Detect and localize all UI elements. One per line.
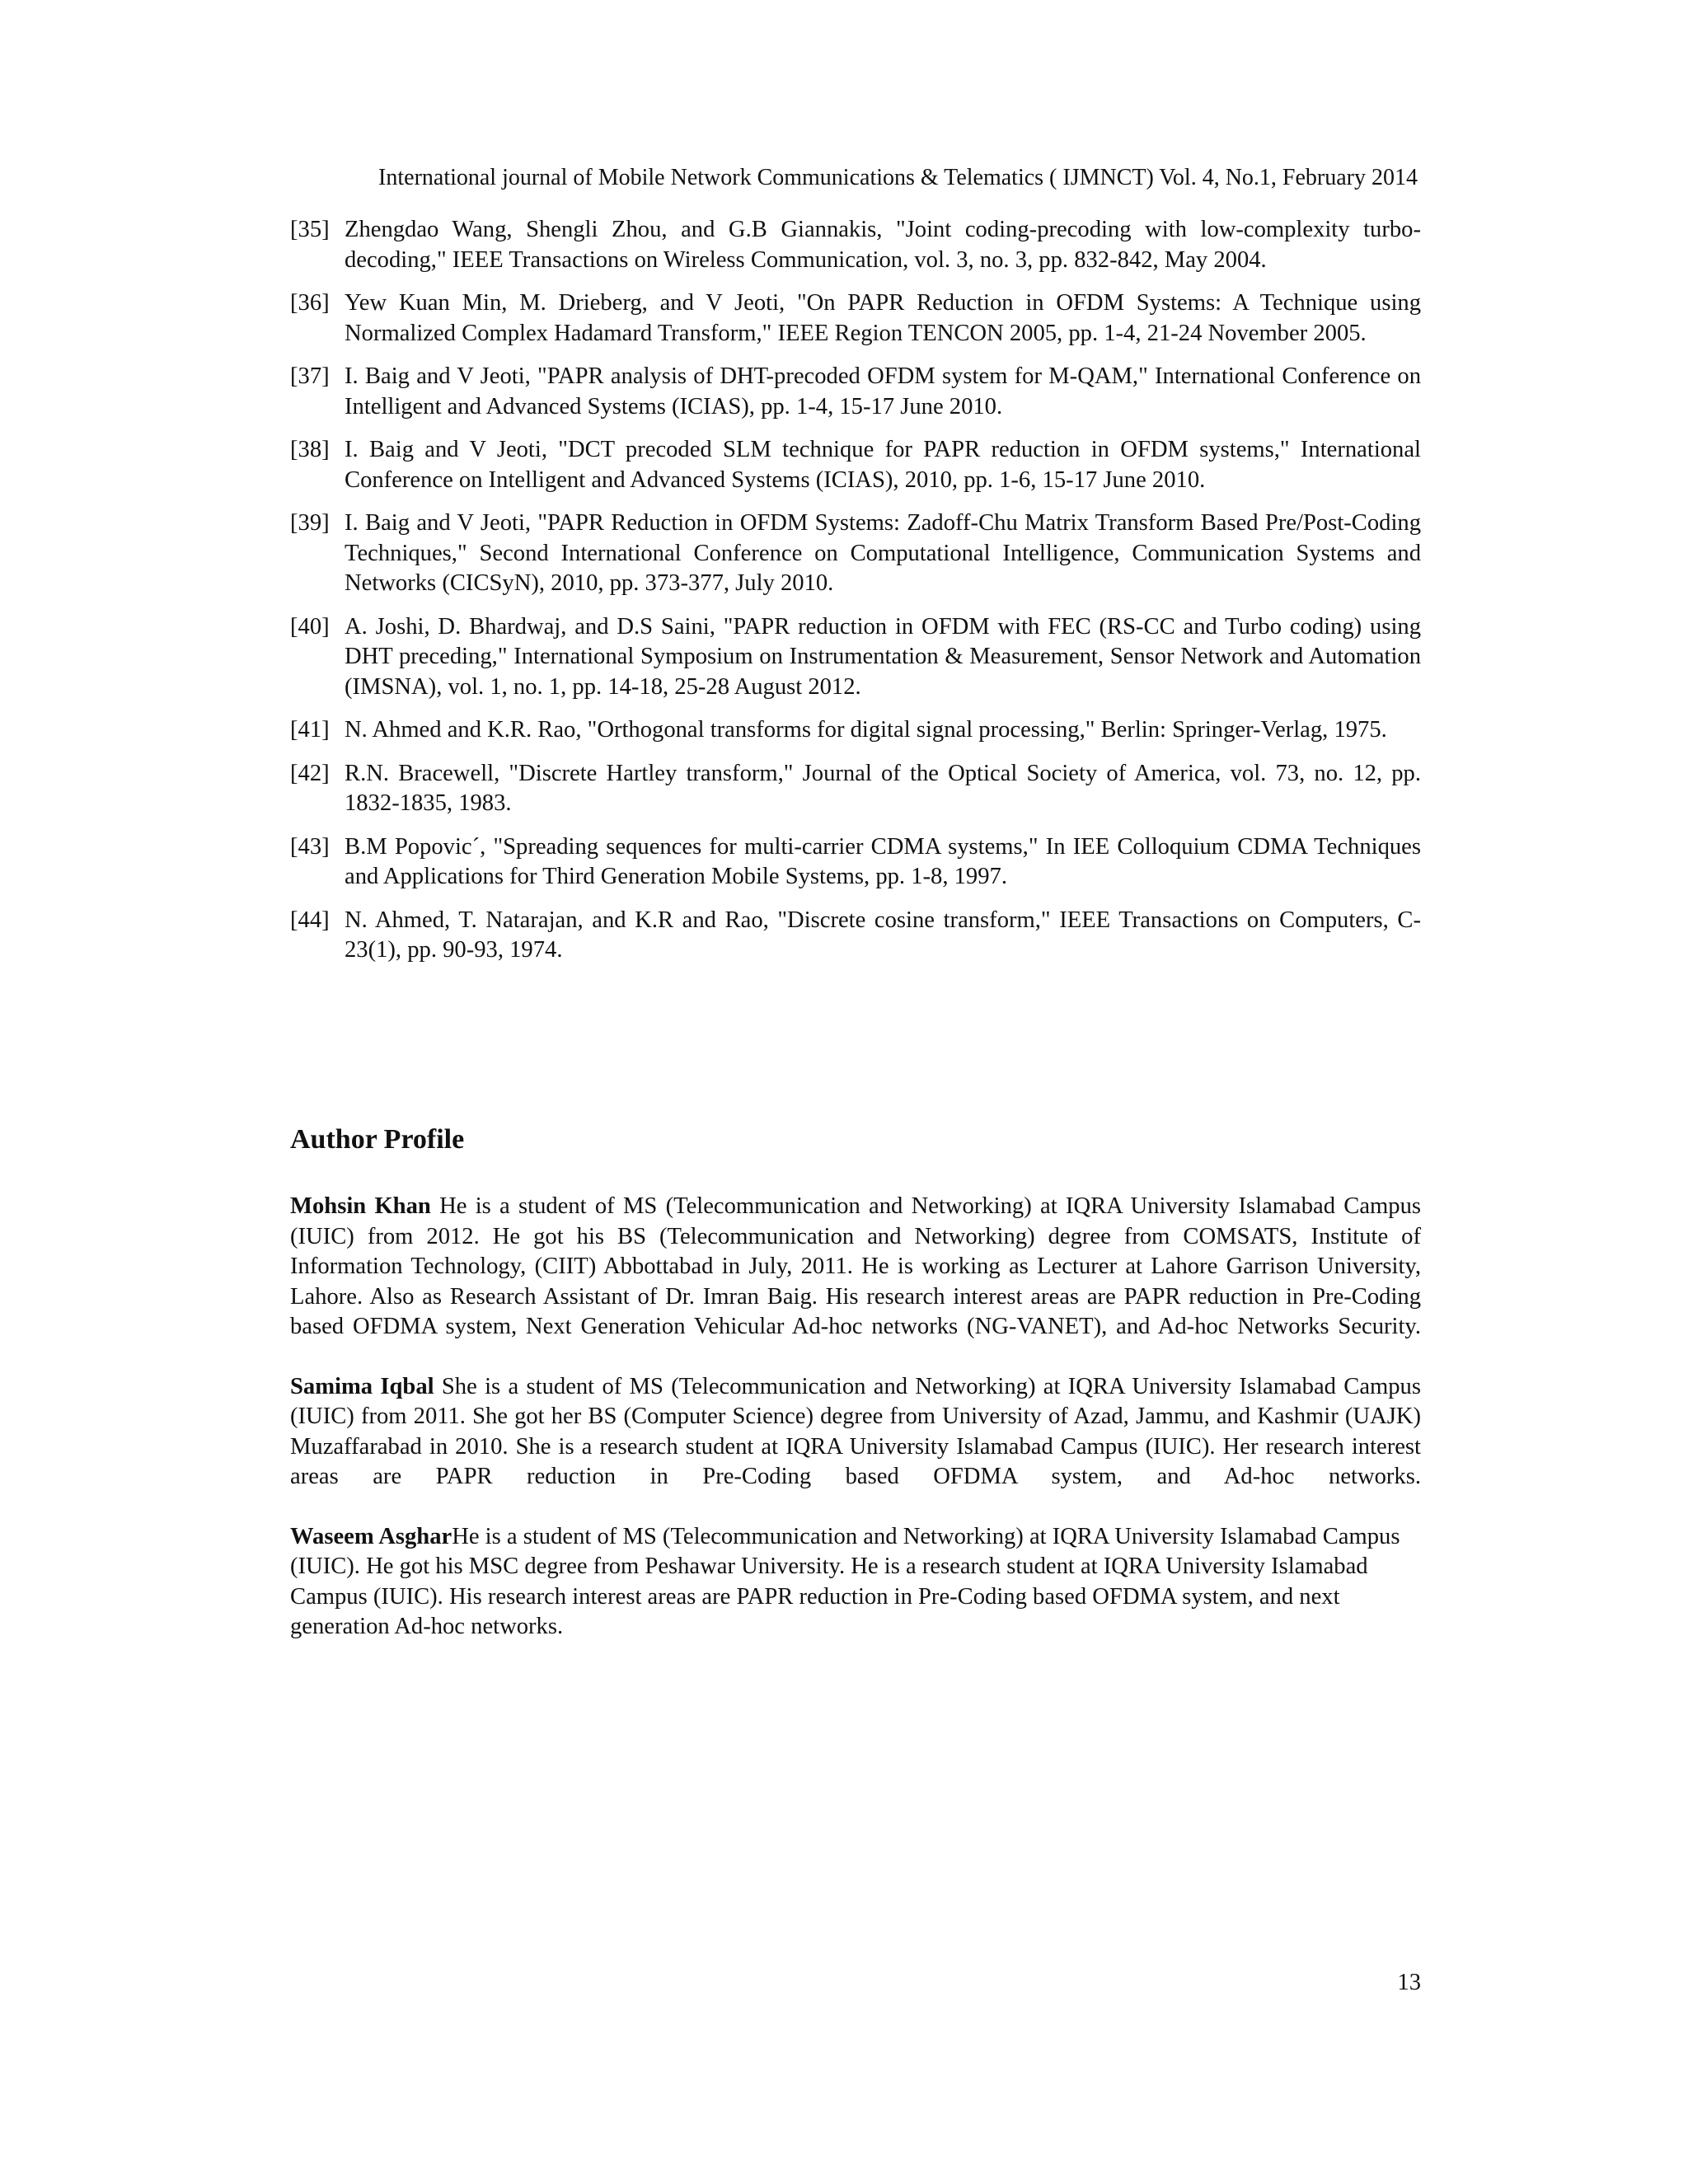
reference-list: [290, 215, 1421, 979]
reference-number: [42]: [290, 760, 330, 786]
author-bio: [290, 1192, 1421, 1343]
reference-text: I. Baig and V Jeoti, "PAPR Reduction in OFDM Systems: Zadoff-Chu Matrix Transform Based Pre/Post-Coding Techniques," Second International Conference on Computational Intelligence, Communication Systems and Networks (CICSyN), 2010, pp. 373-377, July 2010.: [345, 510, 1421, 596]
author-bio-text: He is a student of MS (Telecommunication and Networking) at IQRA University Islamabad Campus (IUIC) from 2012. He got his BS (Telecommunication and Networking) degree from COMSATS, Institute of Information Technology, (CIIT) Abbottabad in July, 2011. He is working as Lecturer at Lahore Garrison University, Lahore. Also as Research Assistant of Dr. Imran Baig. His research interest areas are PAPR reduction in Pre-Coding based OFDMA system, Next Generation Vehicular Ad-hoc networks (NG-VANET), and Ad-hoc Networks Security.: [290, 1193, 1422, 1339]
reference-text: I. Baig and V Jeoti, "PAPR analysis of DHT-precoded OFDM system for M-QAM," International Conference on Intelligent and Advanced Systems (ICIAS), pp. 1-4, 15-17 June 2010.: [345, 363, 1421, 419]
reference-item: [290, 288, 1421, 349]
section-heading-author-profile: Author Profile: [290, 1124, 465, 1155]
reference-item: [290, 832, 1421, 893]
reference-text: Yew Kuan Min, M. Drieberg, and V Jeoti, "On PAPR Reduction in OFDM Systems: A Technique using Normalized Complex Hadamard Transform," IEEE Region TENCON 2005, pp. 1-4, 21-24 November 2005.: [345, 290, 1421, 346]
reference-number: [43]: [290, 833, 330, 860]
author-profiles: [290, 1192, 1421, 1672]
reference-text: Zhengdao Wang, Shengli Zhou, and G.B Giannakis, "Joint coding-precoding with low-complexity turbo-decoding," IEEE Transactions on Wireless Communication, vol. 3, no. 3, pp. 832-842, May 2004.: [345, 217, 1421, 273]
author-bio: [290, 1522, 1409, 1643]
reference-number: [37]: [290, 363, 330, 389]
reference-item: [290, 715, 1421, 746]
reference-number: [38]: [290, 437, 330, 462]
reference-item: [290, 759, 1421, 819]
author-name: Mohsin Khan: [290, 1193, 431, 1219]
author-bio-text: He is a student of MS (Telecommunication and Networking) at IQRA University Islamabad Campus (IUIC). He got his MSC degree from Peshawar University. He is a research student at IQRA University Islamabad Campus (IUIC). His research interest areas are PAPR reduction in Pre-Coding based OFDMA system, and next generation Ad-hoc networks.: [290, 1523, 1400, 1639]
reference-text: A. Joshi, D. Bhardwaj, and D.S Saini, "PAPR reduction in OFDM with FEC (RS-CC and Turbo coding) using DHT preceding," International Symposium on Instrumentation & Measurement, Sensor Network and Automation (IMSNA), vol. 1, no. 1, pp. 14-18, 25-28 August 2012.: [345, 613, 1421, 700]
author-name: Samima Iqbal: [290, 1373, 434, 1399]
page-number: 13: [1397, 1970, 1421, 1995]
reference-text: N. Ahmed and K.R. Rao, "Orthogonal transforms for digital signal processing," Berlin: Springer-Verlag, 1975.: [345, 717, 1387, 743]
reference-number: [44]: [290, 907, 330, 933]
author-bio-text: She is a student of MS (Telecommunication and Networking) at IQRA University Islamabad Campus (IUIC) from 2011. She got her BS (Computer Science) degree from University of Azad, Jammu, and Kashmir (UAJK) Muzaffarabad in 2010. She is a research student at IQRA University Islamabad Campus (IUIC). Her research interest areas are PAPR reduction in Pre-Coding based OFDMA system, and Ad-hoc networks.: [290, 1373, 1421, 1489]
author-bio: [290, 1372, 1421, 1493]
reference-text: R.N. Bracewell, "Discrete Hartley transform," Journal of the Optical Society of America, vol. 73, no. 12, pp. 1832-1835, 1983.: [345, 760, 1421, 816]
reference-item: [290, 435, 1421, 495]
reference-item: [290, 215, 1421, 275]
reference-item: [290, 362, 1421, 422]
reference-text: N. Ahmed, T. Natarajan, and K.R and Rao, "Discrete cosine transform," IEEE Transactions on Computers, C-23(1), pp. 90-93, 1974.: [345, 907, 1421, 963]
reference-number: [36]: [290, 290, 330, 316]
reference-item: [290, 906, 1421, 966]
reference-number: [41]: [290, 717, 330, 743]
reference-item: [290, 509, 1421, 599]
reference-item: [290, 612, 1421, 703]
reference-text: B.M Popovic´, "Spreading sequences for multi-carrier CDMA systems," In IEE Colloquium CDMA Techniques and Applications for Third Generation Mobile Systems, pp. 1-8, 1997.: [345, 833, 1421, 889]
author-name: Waseem Asghar: [290, 1523, 452, 1549]
reference-number: [39]: [290, 510, 330, 536]
running-header: International journal of Mobile Network Communications & Telematics ( IJMNCT) Vol. 4, No.1, February 2014: [378, 165, 1418, 190]
reference-number: [35]: [290, 217, 330, 242]
reference-number: [40]: [290, 613, 330, 640]
reference-text: I. Baig and V Jeoti, "DCT precoded SLM technique for PAPR reduction in OFDM systems," International Conference on Intelligent and Advanced Systems (ICIAS), 2010, pp. 1-6, 15-17 June 2010.: [345, 437, 1421, 493]
